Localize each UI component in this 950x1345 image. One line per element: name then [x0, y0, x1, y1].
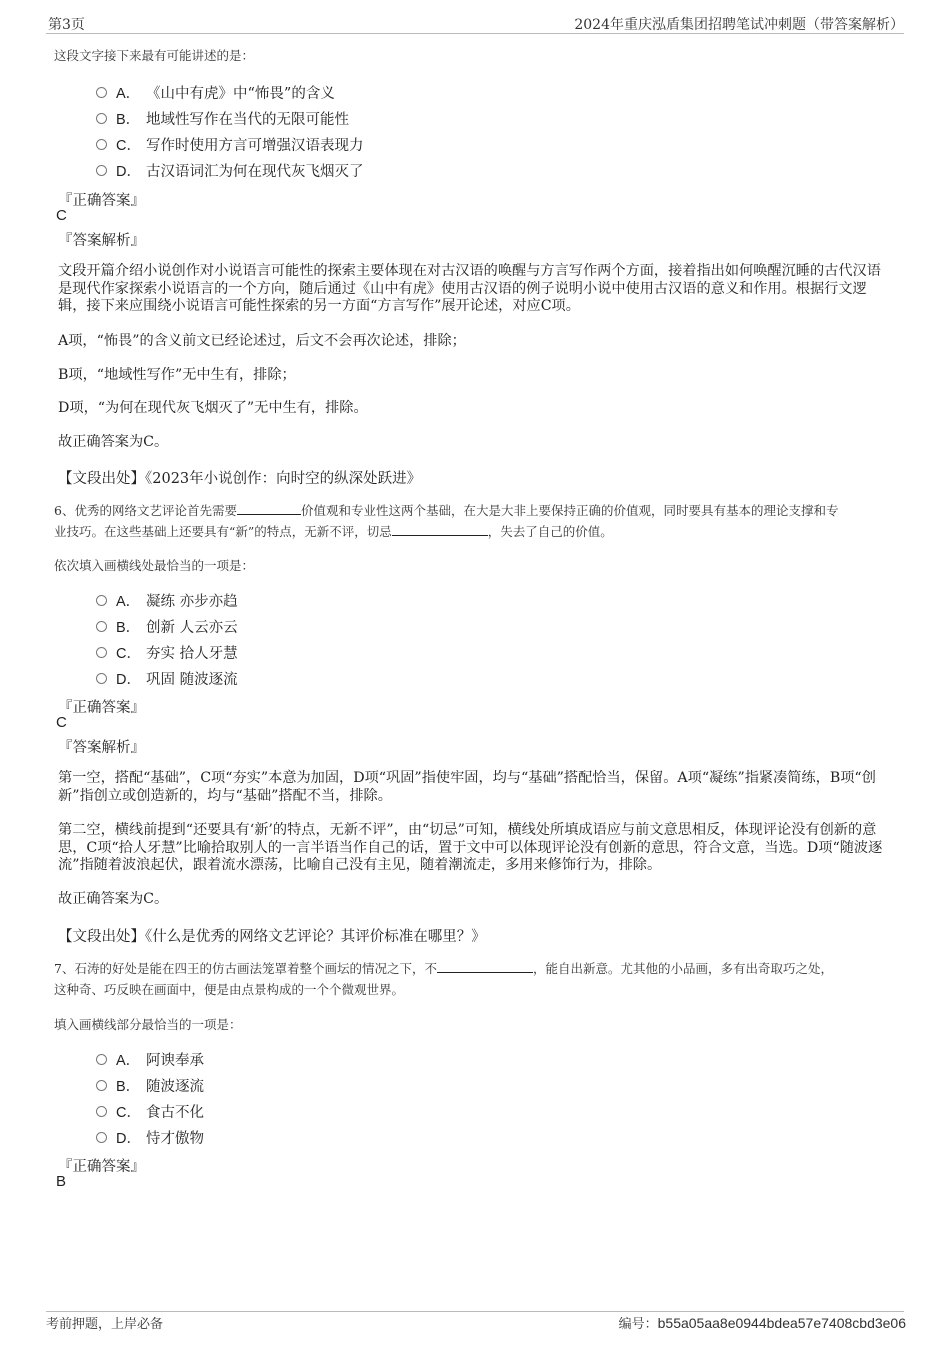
q6-option-d[interactable]: D． 巩固 随波逐流: [96, 668, 238, 688]
q6-option-b[interactable]: B． 创新 人云亦云: [96, 616, 238, 636]
q5-analysis-paragraph: 文段开篇介绍小说创作对小说语言可能性的探索主要体现在对古汉语的唤醒与方言写作两个方面，接着指出如何唤醒沉睡的古代汉语是现代作家探索小说语言的一个方向，随后通过《山中有虎》使用古汉语的例子说明小说中使用古汉语的意义和作用。根据行文逻辑，接下来应围绕小说语言可能性探索的另一方面“方言写作”展开论述，对应C项。: [58, 263, 881, 314]
radio-icon[interactable]: [96, 165, 107, 176]
q7-answer-label: 『正确答案』: [58, 1159, 145, 1175]
q5-prompt: 这段文字接下来最有可能讲述的是：: [54, 48, 255, 63]
radio-icon[interactable]: [96, 621, 107, 632]
q7-answer: B: [56, 1173, 67, 1190]
q7-option-d[interactable]: D． 恃才傲物: [96, 1127, 204, 1147]
fill-blank: [392, 523, 488, 536]
q6-analysis-paragraph: 故正确答案为C。: [58, 891, 169, 907]
q6-answer: C: [56, 714, 67, 731]
q6-option-c[interactable]: C． 夯实 拾人牙慧: [96, 642, 238, 662]
document-title: 2024年重庆泓盾集团招聘笔试冲刺题（带答案解析）: [574, 17, 904, 33]
footer-divider: [46, 1311, 904, 1312]
q5-analysis-paragraph: B项，“地域性写作”无中生有，排除；: [58, 367, 296, 383]
q5-source: 【文段出处】《2023年小说创作：向时空的纵深处跃进》: [58, 471, 422, 487]
footer-slogan: 考前押题，上岸必备: [46, 1317, 164, 1332]
radio-icon[interactable]: [96, 139, 107, 150]
radio-icon[interactable]: [96, 1054, 107, 1065]
radio-icon[interactable]: [96, 673, 107, 684]
q6-answer-label: 『正确答案』: [58, 700, 145, 716]
page-number: 第3页: [48, 17, 85, 33]
radio-icon[interactable]: [96, 595, 107, 606]
radio-icon[interactable]: [96, 1132, 107, 1143]
q6-stem-line-1: 6、优秀的网络文艺评论首先需要 价值观和专业性这两个基础，在大是大非上要保持正确的价值观，同时要具有基本的理论支撑和专: [54, 503, 839, 518]
q6-option-a[interactable]: A． 凝练 亦步亦趋: [96, 590, 238, 610]
radio-icon[interactable]: [96, 1106, 107, 1117]
header-divider: [46, 33, 904, 34]
q6-analysis-label: 『答案解析』: [58, 740, 145, 756]
q6-analysis-paragraph: 第二空，横线前提到“还要具有‘新’的特点，无新不评”，由“切忌”可知，横线处所填成语应与前文意思相反，体现评论没有创新的意思，C项“拾人牙慧”比喻拾取别人的一言半语当作自己的话，置于文中可以体现评论没有创新的意思，符合文意，当选。D项“随波逐流”指随着波浪起伏，跟着流水漂荡，比喻自己没有主见，随着潮流走，多用来修饰行为，排除。: [58, 822, 883, 873]
q5-answer: C: [56, 207, 67, 224]
fill-blank: [437, 960, 533, 973]
q7-prompt: 填入画横线部分最恰当的一项是：: [54, 1017, 242, 1032]
radio-icon[interactable]: [96, 113, 107, 124]
q5-analysis-paragraph: 故正确答案为C。: [58, 434, 169, 450]
q7-stem-line-1: 7、石涛的好处是能在四王的仿古画法笼罩着整个画坛的情况之下，不 ，能自出新意。尤其他的小品画，多有出奇取巧之处，: [54, 961, 833, 976]
q6-stem-line-2: 业技巧。在这些基础上还要具有“新”的特点，无新不评，切忌 ，失去了自己的价值。: [54, 524, 613, 539]
q5-answer-label: 『正确答案』: [58, 193, 145, 209]
q5-analysis-paragraph: A项，“怖畏”的含义前文已经论述过，后文不会再次论述，排除；: [58, 333, 466, 349]
q6-source: 【文段出处】《什么是优秀的网络文艺评论？其评价标准在哪里？》: [58, 929, 486, 945]
q5-analysis-label: 『答案解析』: [58, 233, 145, 249]
q5-option-a[interactable]: A． 《山中有虎》中“怖畏”的含义: [96, 82, 335, 102]
q7-option-c[interactable]: C． 食古不化: [96, 1101, 204, 1121]
q6-analysis-paragraph: 第一空，搭配“基础”，C项“夯实”本意为加固，D项“巩固”指使牢固，均与“基础”搭配恰当，保留。A项“凝练”指紧凑简练，B项“创新”指创立或创造新的，均与“基础”搭配不当，排除。: [58, 770, 876, 804]
document-code: 编号：b55a05aa8e0944bdea57e7408cbd3e06: [618, 1315, 906, 1332]
q6-prompt: 依次填入画横线处最恰当的一项是：: [54, 558, 255, 573]
q5-option-c[interactable]: C． 写作时使用方言可增强汉语表现力: [96, 134, 364, 154]
radio-icon[interactable]: [96, 647, 107, 658]
q5-option-b[interactable]: B． 地域性写作在当代的无限可能性: [96, 108, 349, 128]
radio-icon[interactable]: [96, 1080, 107, 1091]
q7-option-b[interactable]: B． 随波逐流: [96, 1075, 204, 1095]
radio-icon[interactable]: [96, 87, 107, 98]
fill-blank: [237, 502, 301, 515]
q7-stem-line-2: 这种奇、巧反映在画面中，便是由点景构成的一个个微观世界。: [54, 982, 405, 997]
q7-option-a[interactable]: A． 阿谀奉承: [96, 1049, 204, 1069]
q5-option-d[interactable]: D． 古汉语词汇为何在现代灰飞烟灭了: [96, 160, 364, 180]
q5-analysis-paragraph: D项，“为何在现代灰飞烟灭了”无中生有，排除。: [58, 400, 368, 416]
